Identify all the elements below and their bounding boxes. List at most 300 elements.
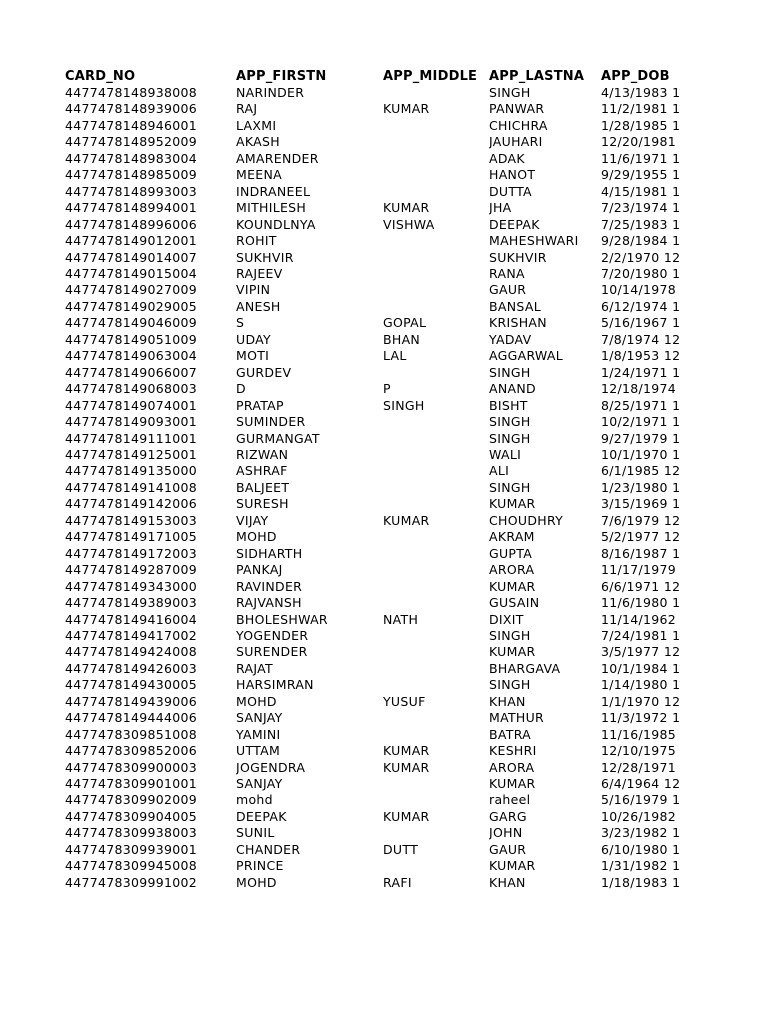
table-row bbox=[65, 233, 768, 249]
cell-first-name: KOUNDLNYA bbox=[236, 216, 316, 232]
cell-middle-name bbox=[383, 118, 489, 134]
cell-middle-name bbox=[383, 858, 489, 874]
cell-middle-name bbox=[383, 677, 489, 693]
cell-dob: 5/2/1977 12 bbox=[601, 529, 681, 545]
cell-last-name: GUPTA bbox=[489, 545, 533, 561]
cell-middle-name: VISHWA bbox=[383, 216, 435, 232]
cell-first-name: AMARENDER bbox=[236, 150, 319, 166]
cell-dob: 2/2/1970 12 bbox=[601, 249, 681, 265]
cell-first-name: UDAY bbox=[236, 331, 271, 347]
column-header-app-middle: APP_MIDDLE bbox=[383, 69, 478, 84]
table-row bbox=[65, 743, 768, 759]
table-row bbox=[65, 217, 768, 233]
cell-last-name: CHICHRA bbox=[489, 117, 548, 133]
cell-card-no: 4477478309852006 bbox=[65, 743, 198, 759]
cell-first-name: SUMINDER bbox=[236, 414, 306, 430]
cell-last-name: GAUR bbox=[489, 841, 527, 857]
cell-dob: 7/8/1974 12 bbox=[601, 331, 681, 347]
cell-last-name: SINGH bbox=[489, 364, 531, 380]
table-row bbox=[65, 628, 768, 644]
cell-card-no: 4477478149014007 bbox=[65, 249, 198, 265]
cell-middle-name bbox=[383, 644, 489, 660]
cell-last-name: YADAV bbox=[489, 331, 532, 347]
table-row bbox=[65, 480, 768, 496]
cell-first-name: RAVINDER bbox=[236, 578, 303, 594]
table-row bbox=[65, 776, 768, 792]
cell-first-name: S bbox=[236, 315, 245, 331]
cell-last-name: KUMAR bbox=[489, 644, 536, 660]
table-row bbox=[65, 118, 768, 134]
cell-last-name: KUMAR bbox=[489, 578, 536, 594]
table-row bbox=[65, 381, 768, 397]
cell-last-name: AGGARWAL bbox=[489, 348, 564, 364]
cell-card-no: 4477478149111001 bbox=[65, 430, 198, 446]
cell-first-name: BALJEET bbox=[236, 479, 290, 495]
cell-card-no: 4477478148993003 bbox=[65, 183, 198, 199]
cell-card-no: 4477478309901001 bbox=[65, 776, 198, 792]
table-row bbox=[65, 842, 768, 858]
cell-first-name: VIJAY bbox=[236, 512, 269, 528]
cell-middle-name bbox=[383, 480, 489, 496]
cell-dob: 1/18/1983 1 bbox=[601, 874, 681, 890]
column-header-app-lastna: APP_LASTNA bbox=[489, 69, 585, 84]
cell-last-name: JOHN bbox=[489, 825, 523, 841]
table-row bbox=[65, 299, 768, 315]
cell-last-name: KUMAR bbox=[489, 496, 536, 512]
cell-first-name: HARSIMRAN bbox=[236, 677, 314, 693]
cell-middle-name: RAFI bbox=[383, 874, 412, 890]
cell-card-no: 4477478149153003 bbox=[65, 512, 198, 528]
cell-middle-name bbox=[383, 250, 489, 266]
cell-dob: 8/16/1987 1 bbox=[601, 545, 681, 561]
table-row bbox=[65, 348, 768, 364]
cell-first-name: AKASH bbox=[236, 134, 280, 150]
cell-last-name: ARORA bbox=[489, 562, 535, 578]
cell-card-no: 4477478148946001 bbox=[65, 117, 198, 133]
cell-last-name: HANOT bbox=[489, 167, 536, 183]
cell-first-name: PANKAJ bbox=[236, 562, 283, 578]
table-row bbox=[65, 875, 768, 891]
cell-dob: 11/2/1981 1 bbox=[601, 101, 681, 117]
cell-first-name: SURENDER bbox=[236, 644, 308, 660]
cell-card-no: 4477478149135000 bbox=[65, 463, 198, 479]
cell-dob: 9/27/1979 1 bbox=[601, 430, 681, 446]
cell-card-no: 4477478149389003 bbox=[65, 595, 198, 611]
cell-dob: 1/24/1971 1 bbox=[601, 364, 681, 380]
cell-middle-name bbox=[383, 727, 489, 743]
cell-dob: 7/23/1974 1 bbox=[601, 200, 681, 216]
cell-dob: 7/6/1979 12 bbox=[601, 512, 681, 528]
column-header-card-no: CARD_NO bbox=[65, 69, 136, 84]
cell-last-name: JAUHARI bbox=[489, 134, 543, 150]
table-row bbox=[65, 694, 768, 710]
cell-middle-name bbox=[383, 365, 489, 381]
cell-dob: 6/6/1971 12 bbox=[601, 578, 681, 594]
cell-card-no: 4477478148983004 bbox=[65, 150, 198, 166]
cell-middle-name: NATH bbox=[383, 611, 419, 627]
cell-last-name: SINGH bbox=[489, 430, 531, 446]
cell-middle-name bbox=[383, 266, 489, 282]
table-row bbox=[65, 250, 768, 266]
cell-card-no: 4477478309991002 bbox=[65, 874, 198, 890]
cell-card-no: 4477478149066007 bbox=[65, 364, 198, 380]
table-row bbox=[65, 809, 768, 825]
cell-first-name: MOHD bbox=[236, 529, 277, 545]
table-body bbox=[65, 85, 768, 891]
cell-dob: 6/4/1964 12 bbox=[601, 776, 681, 792]
table-row bbox=[65, 282, 768, 298]
table-row bbox=[65, 661, 768, 677]
cell-last-name: BHARGAVA bbox=[489, 660, 561, 676]
table-row bbox=[65, 677, 768, 693]
cell-card-no: 4477478309938003 bbox=[65, 825, 198, 841]
table-row bbox=[65, 167, 768, 183]
cell-middle-name: KUMAR bbox=[383, 512, 430, 528]
cell-card-no: 4477478149027009 bbox=[65, 282, 198, 298]
cell-middle-name bbox=[383, 792, 489, 808]
cell-middle-name bbox=[383, 595, 489, 611]
cell-dob: 10/14/1978 bbox=[601, 282, 677, 298]
cell-first-name: SANJAY bbox=[236, 776, 283, 792]
cell-last-name: SUKHVIR bbox=[489, 249, 547, 265]
cell-middle-name bbox=[383, 579, 489, 595]
table-row bbox=[65, 266, 768, 282]
cell-last-name: MATHUR bbox=[489, 710, 545, 726]
cell-middle-name: KUMAR bbox=[383, 200, 430, 216]
table-row bbox=[65, 151, 768, 167]
cell-middle-name bbox=[383, 151, 489, 167]
cell-card-no: 4477478149171005 bbox=[65, 529, 198, 545]
cell-middle-name: KUMAR bbox=[383, 101, 430, 117]
table-row bbox=[65, 529, 768, 545]
cell-last-name: GARG bbox=[489, 808, 527, 824]
cell-last-name: KHAN bbox=[489, 693, 526, 709]
cell-dob: 6/1/1985 12 bbox=[601, 463, 681, 479]
cell-dob: 12/10/1975 bbox=[601, 743, 677, 759]
cell-middle-name bbox=[383, 825, 489, 841]
cell-last-name: SINGH bbox=[489, 677, 531, 693]
table-row bbox=[65, 760, 768, 776]
cell-dob: 5/16/1967 1 bbox=[601, 315, 681, 331]
cell-first-name: SIDHARTH bbox=[236, 545, 303, 561]
cell-first-name: SUKHVIR bbox=[236, 249, 294, 265]
table-row bbox=[65, 398, 768, 414]
cell-first-name: ASHRAF bbox=[236, 463, 288, 479]
cell-middle-name: LAL bbox=[383, 348, 407, 364]
cell-last-name: BATRA bbox=[489, 726, 532, 742]
table-row bbox=[65, 85, 768, 101]
table-row bbox=[65, 825, 768, 841]
cell-dob: 10/2/1971 1 bbox=[601, 414, 681, 430]
cell-first-name: PRATAP bbox=[236, 397, 284, 413]
table-row bbox=[65, 315, 768, 331]
table-row bbox=[65, 595, 768, 611]
column-header-app-dob: APP_DOB bbox=[601, 69, 670, 84]
cell-card-no: 4477478149046009 bbox=[65, 315, 198, 331]
cell-card-no: 4477478149444006 bbox=[65, 710, 198, 726]
cell-middle-name bbox=[383, 431, 489, 447]
cell-card-no: 4477478149141008 bbox=[65, 479, 198, 495]
cell-first-name: UTTAM bbox=[236, 743, 281, 759]
cell-last-name: ADAK bbox=[489, 150, 525, 166]
cell-dob: 11/16/1985 bbox=[601, 726, 677, 742]
cell-dob: 1/31/1982 1 bbox=[601, 858, 681, 874]
cell-card-no: 4477478148985009 bbox=[65, 167, 198, 183]
cell-dob: 8/25/1971 1 bbox=[601, 397, 681, 413]
cell-card-no: 4477478149430005 bbox=[65, 677, 198, 693]
cell-middle-name: P bbox=[383, 381, 391, 397]
cell-last-name: KESHRI bbox=[489, 743, 537, 759]
cell-card-no: 4477478149063004 bbox=[65, 348, 198, 364]
cell-dob: 6/12/1974 1 bbox=[601, 298, 681, 314]
cell-card-no: 4477478149439006 bbox=[65, 693, 198, 709]
cell-dob: 1/28/1985 1 bbox=[601, 117, 681, 133]
cell-dob: 5/16/1979 1 bbox=[601, 792, 681, 808]
cell-middle-name bbox=[383, 529, 489, 545]
cell-card-no: 4477478149051009 bbox=[65, 331, 198, 347]
cell-last-name: DEEPAK bbox=[489, 216, 540, 232]
cell-dob: 10/26/1982 bbox=[601, 808, 677, 824]
cell-first-name: MOHD bbox=[236, 693, 277, 709]
cell-last-name: KUMAR bbox=[489, 858, 536, 874]
cell-last-name: GAUR bbox=[489, 282, 527, 298]
cell-middle-name bbox=[383, 447, 489, 463]
cell-first-name: D bbox=[236, 381, 246, 397]
cell-middle-name bbox=[383, 167, 489, 183]
cell-card-no: 4477478148994001 bbox=[65, 200, 198, 216]
cell-first-name: YOGENDER bbox=[236, 627, 309, 643]
cell-middle-name bbox=[383, 710, 489, 726]
cell-card-no: 4477478148939006 bbox=[65, 101, 198, 117]
cell-card-no: 4477478149424008 bbox=[65, 644, 198, 660]
cell-dob: 3/5/1977 12 bbox=[601, 644, 681, 660]
cell-first-name: MOTI bbox=[236, 348, 270, 364]
cell-last-name: BISHT bbox=[489, 397, 528, 413]
cell-card-no: 4477478309945008 bbox=[65, 858, 198, 874]
cell-middle-name bbox=[383, 628, 489, 644]
cell-dob: 12/28/1971 bbox=[601, 759, 677, 775]
cell-middle-name bbox=[383, 282, 489, 298]
table-row bbox=[65, 101, 768, 117]
cell-first-name: LAXMI bbox=[236, 117, 277, 133]
cell-card-no: 4477478149343000 bbox=[65, 578, 198, 594]
cell-first-name: RAJEEV bbox=[236, 265, 283, 281]
table-row bbox=[65, 644, 768, 660]
cell-dob: 6/10/1980 1 bbox=[601, 841, 681, 857]
cell-dob: 1/8/1953 12 bbox=[601, 348, 681, 364]
cell-first-name: ROHIT bbox=[236, 233, 277, 249]
cell-last-name: DIXIT bbox=[489, 611, 524, 627]
cell-dob: 11/14/1962 bbox=[601, 611, 677, 627]
cell-first-name: mohd bbox=[236, 792, 273, 808]
cell-card-no: 4477478148938008 bbox=[65, 85, 198, 100]
cell-dob: 1/14/1980 1 bbox=[601, 677, 681, 693]
cell-middle-name: DUTT bbox=[383, 841, 419, 857]
cell-middle-name bbox=[383, 414, 489, 430]
cell-card-no: 4477478309900003 bbox=[65, 759, 198, 775]
cell-card-no: 4477478149012001 bbox=[65, 233, 198, 249]
cell-middle-name bbox=[383, 546, 489, 562]
cell-first-name: RIZWAN bbox=[236, 446, 289, 462]
cell-last-name: SINGH bbox=[489, 627, 531, 643]
cell-middle-name bbox=[383, 776, 489, 792]
cell-dob: 7/20/1980 1 bbox=[601, 265, 681, 281]
table-row bbox=[65, 431, 768, 447]
cell-last-name: raheel bbox=[489, 792, 531, 808]
cell-first-name: CHANDER bbox=[236, 841, 301, 857]
cell-last-name: JHA bbox=[489, 200, 512, 216]
cell-card-no: 4477478309939001 bbox=[65, 841, 198, 857]
cell-dob: 10/1/1984 1 bbox=[601, 660, 681, 676]
cell-first-name: MOHD bbox=[236, 874, 277, 890]
cell-card-no: 4477478149029005 bbox=[65, 298, 198, 314]
table-row bbox=[65, 447, 768, 463]
cell-dob: 1/1/1970 12 bbox=[601, 693, 681, 709]
cell-first-name: YAMINI bbox=[236, 726, 281, 742]
cell-last-name: KHAN bbox=[489, 874, 526, 890]
cell-dob: 11/17/1979 bbox=[601, 562, 677, 578]
table-row bbox=[65, 463, 768, 479]
cell-last-name: BANSAL bbox=[489, 298, 541, 314]
cell-first-name: RAJVANSH bbox=[236, 595, 302, 611]
table-row bbox=[65, 710, 768, 726]
cell-dob: 11/3/1972 1 bbox=[601, 710, 681, 726]
cell-dob: 7/25/1983 1 bbox=[601, 216, 681, 232]
cell-first-name: DEEPAK bbox=[236, 808, 287, 824]
cell-card-no: 4477478149015004 bbox=[65, 265, 198, 281]
cell-middle-name: SINGH bbox=[383, 397, 425, 413]
cell-dob: 10/1/1970 1 bbox=[601, 446, 681, 462]
cell-first-name: RAJ bbox=[236, 101, 258, 117]
cell-first-name: ANESH bbox=[236, 298, 281, 314]
cell-dob: 7/24/1981 1 bbox=[601, 627, 681, 643]
cell-card-no: 4477478149125001 bbox=[65, 446, 198, 462]
cell-middle-name: KUMAR bbox=[383, 759, 430, 775]
cell-dob: 12/20/1981 bbox=[601, 134, 677, 150]
cell-last-name: ANAND bbox=[489, 381, 536, 397]
cell-middle-name bbox=[383, 562, 489, 578]
cell-middle-name bbox=[383, 233, 489, 249]
cell-last-name: ALI bbox=[489, 463, 510, 479]
table-row bbox=[65, 184, 768, 200]
cell-card-no: 4477478148996006 bbox=[65, 216, 198, 232]
table-row bbox=[65, 612, 768, 628]
table-row bbox=[65, 792, 768, 808]
cell-last-name: SINGH bbox=[489, 414, 531, 430]
cell-middle-name bbox=[383, 463, 489, 479]
cell-last-name: KUMAR bbox=[489, 776, 536, 792]
cell-card-no: 4477478309902009 bbox=[65, 792, 198, 808]
cell-first-name: SURESH bbox=[236, 496, 289, 512]
cell-card-no: 4477478149417002 bbox=[65, 627, 198, 643]
table-row bbox=[65, 365, 768, 381]
cell-card-no: 4477478149416004 bbox=[65, 611, 198, 627]
table-row bbox=[65, 200, 768, 216]
cell-card-no: 4477478149074001 bbox=[65, 397, 198, 413]
table-row bbox=[65, 546, 768, 562]
cell-card-no: 4477478309904005 bbox=[65, 808, 198, 824]
table-row bbox=[65, 579, 768, 595]
header-row bbox=[65, 68, 768, 85]
cell-last-name: SINGH bbox=[489, 85, 531, 100]
cell-first-name: RAJAT bbox=[236, 660, 273, 676]
cell-dob: 11/6/1980 1 bbox=[601, 595, 681, 611]
cell-dob: 4/13/1983 1 bbox=[601, 85, 681, 100]
cell-first-name: SUNIL bbox=[236, 825, 275, 841]
cell-dob: 9/28/1984 1 bbox=[601, 233, 681, 249]
cell-last-name: ARORA bbox=[489, 759, 535, 775]
cell-last-name: AKRAM bbox=[489, 529, 535, 545]
cell-card-no: 4477478149068003 bbox=[65, 381, 198, 397]
table-row bbox=[65, 513, 768, 529]
cell-last-name: WALI bbox=[489, 446, 522, 462]
cell-dob: 11/6/1971 1 bbox=[601, 150, 681, 166]
cell-card-no: 4477478149093001 bbox=[65, 414, 198, 430]
cell-middle-name bbox=[383, 85, 489, 101]
cell-middle-name bbox=[383, 184, 489, 200]
cell-middle-name bbox=[383, 661, 489, 677]
cell-first-name: BHOLESHWAR bbox=[236, 611, 328, 627]
cell-first-name: VIPIN bbox=[236, 282, 271, 298]
cell-last-name: KRISHAN bbox=[489, 315, 547, 331]
cell-first-name: SANJAY bbox=[236, 710, 283, 726]
table-row bbox=[65, 496, 768, 512]
cell-card-no: 4477478149287009 bbox=[65, 562, 198, 578]
table-row bbox=[65, 562, 768, 578]
table-row bbox=[65, 727, 768, 743]
cell-card-no: 4477478309851008 bbox=[65, 726, 198, 742]
cell-middle-name: YUSUF bbox=[383, 693, 426, 709]
cell-middle-name: BHAN bbox=[383, 331, 421, 347]
cell-dob: 3/23/1982 1 bbox=[601, 825, 681, 841]
cell-last-name: RANA bbox=[489, 265, 525, 281]
table-row bbox=[65, 414, 768, 430]
cell-card-no: 4477478149142006 bbox=[65, 496, 198, 512]
applicant-table bbox=[65, 68, 768, 891]
cell-first-name: MITHILESH bbox=[236, 200, 307, 216]
cell-last-name: CHOUDHRY bbox=[489, 512, 564, 528]
spreadsheet-view bbox=[65, 68, 768, 891]
cell-last-name: PANWAR bbox=[489, 101, 545, 117]
cell-middle-name: GOPAL bbox=[383, 315, 427, 331]
table-row bbox=[65, 858, 768, 874]
cell-middle-name bbox=[383, 299, 489, 315]
cell-dob: 4/15/1981 1 bbox=[601, 183, 681, 199]
cell-first-name: INDRANEEL bbox=[236, 183, 311, 199]
cell-last-name: MAHESHWARI bbox=[489, 233, 579, 249]
cell-first-name: GURMANGAT bbox=[236, 430, 320, 446]
cell-dob: 9/29/1955 1 bbox=[601, 167, 681, 183]
cell-card-no: 4477478149172003 bbox=[65, 545, 198, 561]
cell-dob: 1/23/1980 1 bbox=[601, 479, 681, 495]
cell-middle-name: KUMAR bbox=[383, 808, 430, 824]
cell-first-name: JOGENDRA bbox=[236, 759, 306, 775]
cell-card-no: 4477478148952009 bbox=[65, 134, 198, 150]
cell-first-name: PRINCE bbox=[236, 858, 284, 874]
cell-middle-name bbox=[383, 496, 489, 512]
cell-last-name: SINGH bbox=[489, 479, 531, 495]
cell-last-name: DUTTA bbox=[489, 183, 532, 199]
column-header-app-firstn: APP_FIRSTN bbox=[236, 69, 327, 84]
cell-middle-name bbox=[383, 134, 489, 150]
cell-first-name: NARINDER bbox=[236, 85, 305, 100]
cell-card-no: 4477478149426003 bbox=[65, 660, 198, 676]
cell-dob: 3/15/1969 1 bbox=[601, 496, 681, 512]
table-row bbox=[65, 332, 768, 348]
cell-first-name: GURDEV bbox=[236, 364, 292, 380]
cell-first-name: MEENA bbox=[236, 167, 282, 183]
cell-last-name: GUSAIN bbox=[489, 595, 540, 611]
